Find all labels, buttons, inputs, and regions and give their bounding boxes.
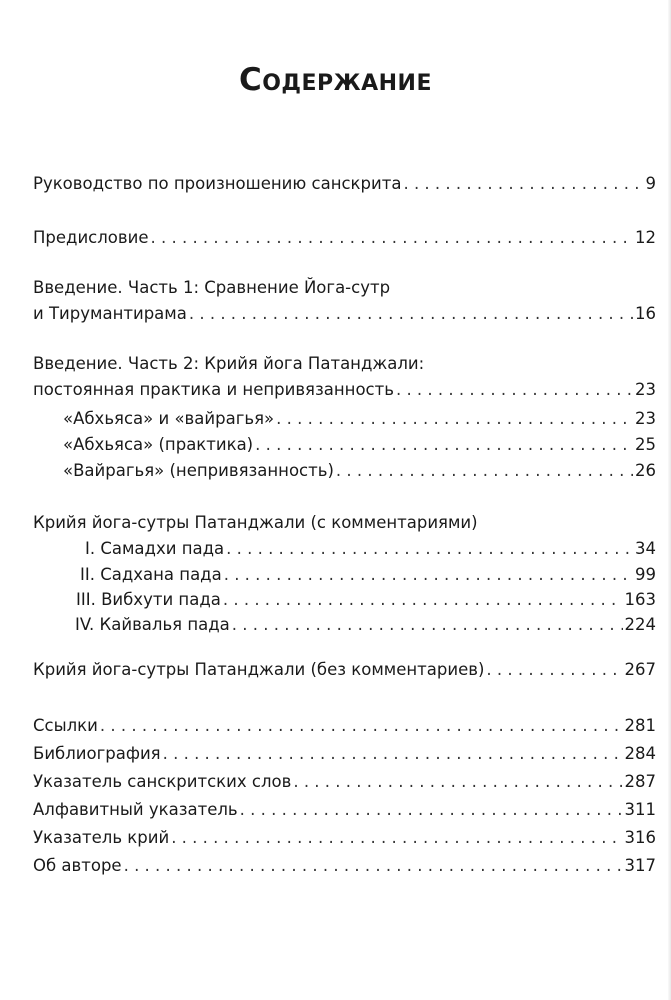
dot-leader — [223, 589, 623, 611]
toc-entry-label: Ссылки — [33, 716, 98, 735]
toc-entry-intro2-line1: Введение. Часть 2: Крийя йога Патанджали: — [33, 354, 425, 373]
toc-entry-label: III. Вибхути пада — [76, 590, 221, 609]
toc-entry-label: Об авторе — [33, 856, 122, 875]
toc-entry-kriya-index[interactable] — [33, 827, 656, 849]
toc-entry-label: «Абхьяса» (практика) — [63, 435, 254, 454]
toc-entry-label: «Абхьяса» и «вайрагья» — [63, 409, 275, 428]
toc-entry-label: Крийя йога-сутры Патанджали (без комментариев) — [33, 660, 485, 679]
toc-entry-label: IV. Кайвалья пада — [75, 615, 230, 634]
dot-leader — [240, 799, 623, 821]
toc-entry-label: I. Самадхи пада — [85, 539, 225, 558]
toc-entry-label: Указатель крий — [33, 828, 170, 847]
dot-leader — [403, 173, 643, 195]
toc-entry-page: 23 — [635, 380, 656, 399]
toc-entry-label: Предисловие — [33, 228, 149, 247]
toc-subentry-sadhana[interactable] — [80, 564, 656, 586]
dot-leader — [276, 408, 633, 430]
dot-leader — [100, 715, 623, 737]
toc-entry-intro1-line1: Введение. Часть 1: Сравнение Йога-сутр — [33, 278, 391, 297]
toc-entry-references[interactable] — [33, 715, 656, 737]
toc-entry-bibliography[interactable] — [33, 743, 656, 765]
toc-entry-label: Руководство по произношению санскрита — [33, 174, 402, 193]
toc-entry-page: 9 — [645, 174, 656, 193]
toc-subentry-samadhi[interactable] — [85, 538, 656, 560]
toc-entry-label: «Вайрагья» (непривязанность) — [63, 461, 334, 480]
toc-entry-page: 12 — [635, 228, 656, 247]
toc-entry-alphabetical-index[interactable] — [33, 799, 656, 821]
toc-entry-label: Библиография — [33, 744, 161, 763]
toc-subentry-vairagya[interactable] — [63, 460, 656, 482]
toc-entry-label: II. Садхана пада — [80, 565, 222, 584]
dot-leader — [336, 460, 633, 482]
dot-leader — [189, 303, 633, 325]
toc-entry-sutras-plain[interactable] — [33, 659, 656, 681]
dot-leader — [226, 538, 633, 560]
dot-leader — [293, 771, 622, 793]
toc-entry-pronunciation[interactable] — [33, 173, 656, 195]
dot-leader — [232, 614, 623, 636]
dot-leader — [255, 434, 633, 456]
toc-entry-label: Алфавитный указатель — [33, 800, 238, 819]
dot-leader — [163, 743, 623, 765]
toc-entry-page: 316 — [624, 828, 656, 847]
toc-entry-page: 16 — [635, 304, 656, 323]
toc-entry-page: 287 — [624, 772, 656, 791]
toc-entry-page: 311 — [624, 800, 656, 819]
dot-leader — [486, 659, 622, 681]
dot-leader — [124, 855, 623, 877]
toc-subentry-kaivalya[interactable] — [75, 614, 656, 636]
toc-subentry-abhyasa[interactable] — [63, 434, 656, 456]
dot-leader — [396, 379, 633, 401]
dot-leader — [171, 827, 622, 849]
dot-leader — [224, 564, 633, 586]
toc-entry-page: 317 — [624, 856, 656, 875]
toc-subentry-vibhuti[interactable] — [76, 589, 656, 611]
toc-entry-page: 25 — [635, 435, 656, 454]
toc-entry-about-author[interactable] — [33, 855, 656, 877]
toc-entry-page: 224 — [624, 615, 656, 634]
toc-entry-preface[interactable] — [33, 227, 656, 249]
toc-entry-label: и Тирумантирама — [33, 304, 187, 323]
toc-entry-label: постоянная практика и непривязанность — [33, 380, 394, 399]
toc-entry-page: 26 — [635, 461, 656, 480]
toc-entry-page: 267 — [624, 660, 656, 679]
toc-entry-page: 163 — [624, 590, 656, 609]
toc-entry-intro2[interactable] — [33, 379, 656, 401]
toc-section-heading: Крийя йога-сутры Патанджали (с комментариями) — [33, 513, 478, 532]
toc-entry-page: 284 — [624, 744, 656, 763]
toc-subentry-abhyasa-vairagya[interactable] — [63, 408, 656, 430]
dot-leader — [150, 227, 633, 249]
toc-entry-intro1[interactable] — [33, 303, 656, 325]
toc-entry-page: 99 — [635, 565, 656, 584]
toc-entry-sanskrit-index[interactable] — [33, 771, 656, 793]
toc-entry-page: 34 — [635, 539, 656, 558]
toc-entry-label: Указатель санскритских слов — [33, 772, 292, 791]
page-title: Содержание — [238, 62, 432, 98]
toc-entry-page: 281 — [624, 716, 656, 735]
toc-entry-page: 23 — [635, 409, 656, 428]
